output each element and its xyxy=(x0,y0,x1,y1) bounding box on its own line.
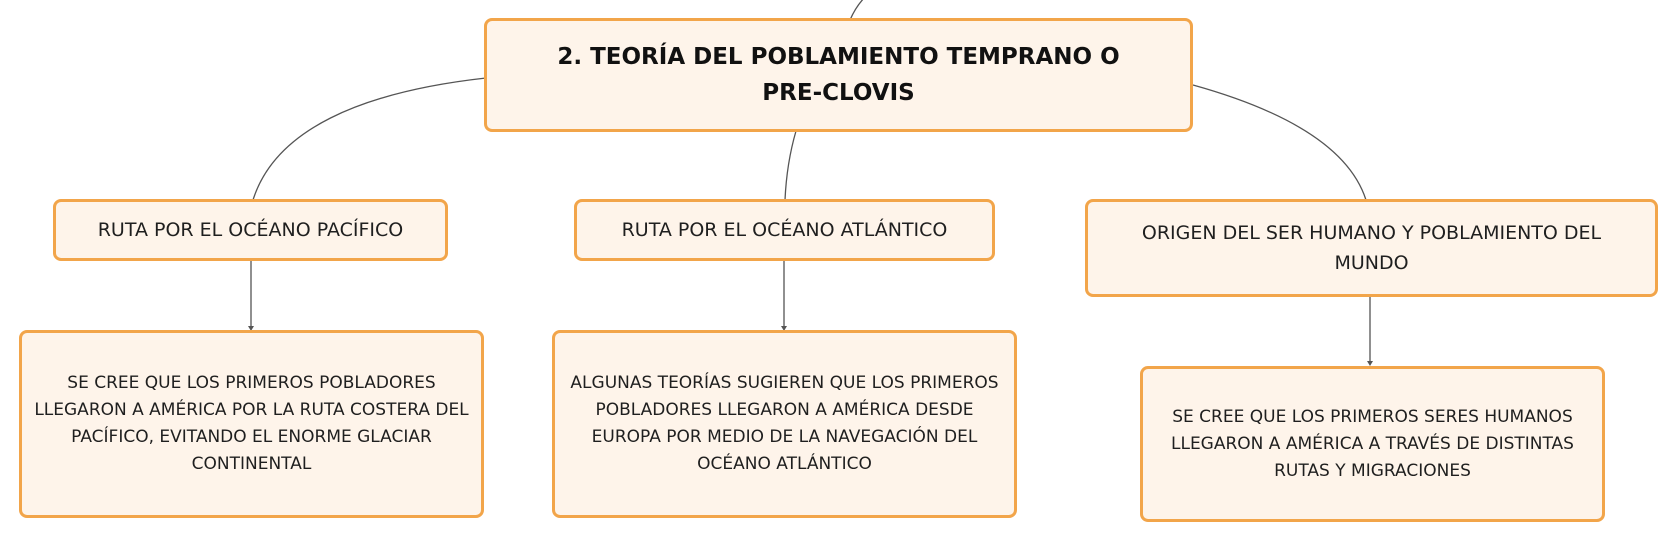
origen-detail-node[interactable] xyxy=(1140,366,1605,522)
connector-root-to-atlantico xyxy=(785,131,796,200)
connector-parent-to-root xyxy=(850,0,866,20)
atlantico-node-label: RUTA POR EL OCÉANO ATLÁNTICO xyxy=(621,219,948,241)
atlantico-node[interactable] xyxy=(574,199,995,261)
connector-root-to-origen xyxy=(1193,85,1366,200)
connector-root-to-pacifico xyxy=(253,78,486,200)
atlantico-detail-node[interactable] xyxy=(552,330,1017,518)
root-node[interactable] xyxy=(484,18,1193,132)
pacifico-node-label: RUTA POR EL OCÉANO PACÍFICO xyxy=(97,219,404,241)
pacifico-detail-text: SE CREE QUE LOS PRIMEROS POBLADORES LLEGARON A AMÉRICA POR LA RUTA COSTERA DEL PACÍFICO, EVITANDO EL ENORME GLACIAR CONTINENTAL xyxy=(34,373,469,474)
root-node-label: 2. TEORÍA DEL POBLAMIENTO TEMPRANO O PRE-CLOVIS xyxy=(557,44,1120,106)
origen-detail-text: SE CREE QUE LOS PRIMEROS SERES HUMANOS LLEGARON A AMÉRICA A TRAVÉS DE DISTINTAS RUTAS Y MIGRACIONES xyxy=(1171,406,1574,481)
origen-node-label: ORIGEN DEL SER HUMANO Y POBLAMIENTO DEL MUNDO xyxy=(1141,222,1602,274)
pacifico-detail-node[interactable] xyxy=(19,330,484,518)
origen-node[interactable] xyxy=(1085,199,1658,297)
pacifico-node[interactable] xyxy=(53,199,448,261)
atlantico-detail-text: ALGUNAS TEORÍAS SUGIEREN QUE LOS PRIMEROS POBLADORES LLEGARON A AMÉRICA DESDE EUROPA POR MEDIO DE LA NAVEGACIÓN DEL OCÉANO ATLÁNTICO xyxy=(570,373,999,474)
